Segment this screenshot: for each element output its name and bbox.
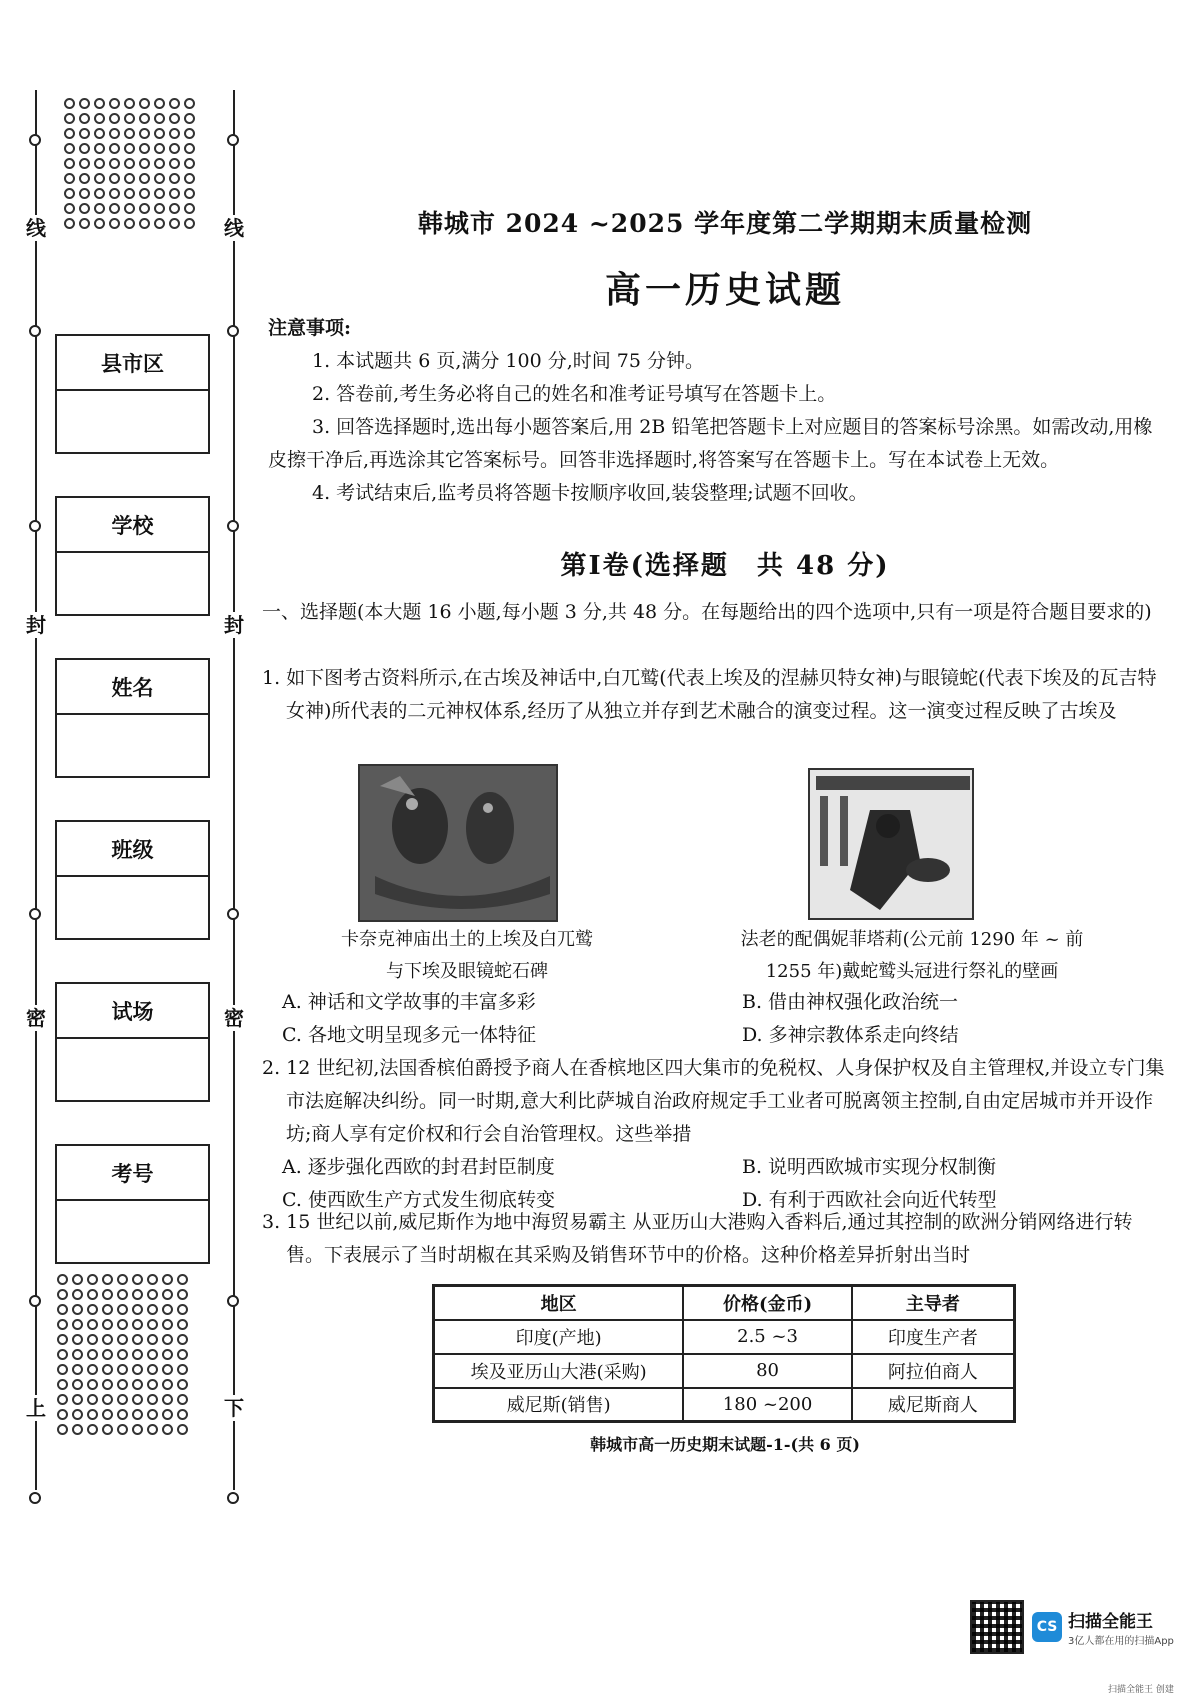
binding-dot [162,1349,173,1360]
field-name[interactable] [55,658,210,778]
binding-dot [57,1424,68,1435]
question-1-options [262,986,1168,1052]
binding-dot [154,188,165,199]
binding-dot [184,113,195,124]
binding-dot [57,1379,68,1390]
binding-dot [72,1409,83,1420]
binding-dot [147,1424,158,1435]
binding-dot [72,1349,83,1360]
section-title: 第Ⅰ卷(选择题 共 48 分) [560,551,890,581]
binding-dot [124,218,135,229]
binding-dot [102,1424,113,1435]
binding-dot [132,1364,143,1375]
binding-dot [102,1274,113,1285]
field-county[interactable] [55,334,210,454]
seal-char-down: 下 [221,1395,247,1421]
binding-dot [117,1289,128,1300]
camscanner-logo-icon: CS [1032,1612,1062,1642]
binding-dot [147,1319,158,1330]
binding-dot [79,113,90,124]
binding-dot [162,1319,173,1330]
scanner-watermark [970,1600,1174,1654]
option-b[interactable]: B. 借由神权强化政治统一 [742,991,959,1013]
binding-dot [87,1289,98,1300]
figure-caption-left: 卡奈克神庙出土的上埃及白兀鹫 与下埃及眼镜蛇石碑 [341,929,593,982]
binding-dot [124,98,135,109]
binding-dot [57,1364,68,1375]
binding-dot [139,113,150,124]
binding-dot [132,1349,143,1360]
binding-dot [162,1379,173,1390]
binding-dot [177,1274,188,1285]
binding-dot [154,218,165,229]
binding-dot [102,1409,113,1420]
binding-dot [87,1394,98,1405]
section-instruction: 一、选择题(本大题 16 小题,每小题 3 分,共 48 分。在每题给出的四个选项中,只有一项是符合题目要求的) [262,601,1152,623]
option-d[interactable]: D. 多神宗教体系走向终结 [742,1024,959,1046]
table-cell: 印度生产者 [852,1320,1015,1354]
binding-dot [57,1394,68,1405]
binding-dot [72,1289,83,1300]
question-stem: 3. 15 世纪以前,威尼斯作为地中海贸易霸主 从亚历山大港购入香料后,通过其控制的欧洲分销网络进行转售。下表展示了当时胡椒在其采购及销售环节中的价格。这种价格差异折射出当时 [262,1211,1133,1266]
binding-dot [132,1289,143,1300]
binding-dot [72,1274,83,1285]
binding-dot [169,158,180,169]
binding-dot [169,113,180,124]
binding-dot [109,203,120,214]
binding-dot [139,128,150,139]
table-cell: 180 ~200 [683,1388,851,1422]
notes-heading: 注意事项: [268,317,352,339]
line-knot [29,1295,41,1307]
binding-dot [94,188,105,199]
binding-dot [132,1424,143,1435]
binding-dot [117,1364,128,1375]
binding-dot [87,1349,98,1360]
binding-dot [184,158,195,169]
binding-dot [177,1334,188,1345]
binding-dot [147,1274,158,1285]
binding-dot [72,1424,83,1435]
binding-dot [154,128,165,139]
binding-dot [139,188,150,199]
binding-dot [57,1409,68,1420]
binding-dot [109,113,120,124]
binding-dot [184,128,195,139]
figure-caption-right: 法老的配偶妮菲塔莉(公元前 1290 年 ~ 前 1255 年)戴蛇鹫头冠进行祭礼的壁画 [740,929,1084,982]
option-c[interactable]: C. 各地文明呈现多元一体特征 [282,1024,536,1046]
binding-dot [117,1394,128,1405]
binding-dot [154,203,165,214]
binding-dot [64,113,75,124]
table-row [434,1354,1015,1388]
binding-dot [162,1394,173,1405]
binding-dot [177,1394,188,1405]
binding-dot [169,218,180,229]
binding-dot [94,173,105,184]
table-header: 地区 [434,1286,684,1320]
binding-dot [132,1304,143,1315]
binding-dot [57,1289,68,1300]
binding-dot [177,1364,188,1375]
line-knot [227,134,239,146]
binding-dot [87,1364,98,1375]
binding-dot [124,158,135,169]
binding-dot [147,1379,158,1390]
binding-dot [117,1409,128,1420]
field-label: 考号 [57,1146,208,1201]
binding-dot [169,173,180,184]
line-knot [29,325,41,337]
binding-dot [117,1424,128,1435]
binding-dot [154,98,165,109]
binding-dot [79,188,90,199]
binding-dot [72,1319,83,1330]
table-header-row [434,1286,1015,1320]
binding-dot [132,1379,143,1390]
binding-dot [124,128,135,139]
field-school[interactable] [55,496,210,616]
note-item: 2. 答卷前,考生务必将自己的姓名和准考证号填写在答题卡上。 [312,383,837,405]
binding-dot [109,188,120,199]
binding-dot [132,1319,143,1330]
binding-dot [72,1394,83,1405]
question-stem: 2. 12 世纪初,法国香槟伯爵授予商人在香槟地区四大集市的免税权、人身保护权及自主管理权,并设立专门集市法庭解决纠纷。同一时期,意大利比萨城自治政府规定手工业者可脱离领主控制,自由定居城市并开设作坊;商人享有定价权和行会自治管理权。这些举措 [262,1057,1165,1145]
binding-dot [124,203,135,214]
qr-code-icon [970,1600,1024,1654]
notes [268,312,1168,510]
binding-dot [132,1409,143,1420]
binding-dot [184,98,195,109]
line-knot [227,908,239,920]
binding-dot [72,1379,83,1390]
table-row [434,1388,1015,1422]
stele-relief-image [358,764,558,922]
seal-char-line: 线 [221,215,247,241]
binding-dot [109,218,120,229]
binding-dot [147,1349,158,1360]
binding-dot [102,1379,113,1390]
binding-dot [184,143,195,154]
seal-char-secret: 密 [221,1005,247,1031]
table-cell: 2.5 ~3 [683,1320,851,1354]
dot-grid-top [62,96,197,231]
binding-dot [79,98,90,109]
binding-dot [102,1319,113,1330]
question-2 [262,1052,1168,1217]
binding-dot [132,1394,143,1405]
binding-dot [177,1289,188,1300]
line-knot [227,325,239,337]
binding-dot [94,143,105,154]
binding-dot [162,1334,173,1345]
line-knot [227,1492,239,1504]
table-header: 主导者 [852,1286,1015,1320]
binding-dot [102,1334,113,1345]
binding-dot [154,113,165,124]
binding-dot [147,1364,158,1375]
binding-dot [177,1409,188,1420]
binding-dot [169,128,180,139]
binding-dot [87,1274,98,1285]
option-a[interactable]: A. 神话和文学故事的丰富多彩 [282,991,536,1013]
binding-dot [87,1334,98,1345]
binding-dot [117,1274,128,1285]
binding-dot [162,1364,173,1375]
binding-dot [132,1274,143,1285]
table-cell: 印度(产地) [434,1320,684,1354]
table-cell: 埃及亚历山大港(采购) [434,1354,684,1388]
binding-dot [117,1349,128,1360]
question-stem: 1. 如下图考古资料所示,在古埃及神话中,白兀鹫(代表上埃及的涅赫贝特女神)与眼镜蛇(代表下埃及的瓦吉特女神)所代表的二元神权体系,经历了从独立并存到艺术融合的演变过程。这一演变过程反映了古埃及 [262,667,1157,722]
binding-dot [139,98,150,109]
binding-dot [102,1349,113,1360]
seal-char-seal: 封 [23,612,49,638]
binding-dot [177,1319,188,1330]
binding-dot [64,218,75,229]
scanner-name: 扫描全能王 [1068,1612,1153,1632]
binding-dot [94,113,105,124]
line-knot [29,908,41,920]
binding-strip [0,0,250,1520]
binding-dot [124,173,135,184]
binding-dot [162,1424,173,1435]
binding-dot [102,1394,113,1405]
binding-dot [94,218,105,229]
dot-grid-bottom [55,1272,190,1437]
question-1 [262,662,1168,728]
field-label: 姓名 [57,660,208,715]
binding-dot [177,1379,188,1390]
binding-dot [109,98,120,109]
note-item: 1. 本试题共 6 页,满分 100 分,时间 75 分钟。 [312,350,705,372]
mural-image [808,768,974,920]
seal-char-up: 上 [23,1395,49,1421]
binding-dot [64,128,75,139]
binding-dot [117,1319,128,1330]
binding-dot [79,128,90,139]
binding-dot [109,173,120,184]
binding-dot [57,1319,68,1330]
binding-dot [87,1424,98,1435]
scanner-tagline: 3亿人都在用的扫描App [1068,1636,1174,1647]
binding-dot [154,173,165,184]
binding-dot [162,1409,173,1420]
binding-dot [169,188,180,199]
binding-dot [57,1349,68,1360]
binding-dot [102,1364,113,1375]
binding-dot [169,203,180,214]
binding-dot [184,188,195,199]
exam-title: 韩城市 2024 ~2025 学年度第二学期期末质量检测 [417,209,1033,238]
binding-dot [79,173,90,184]
table-row [434,1320,1015,1354]
table-cell: 80 [683,1354,851,1388]
binding-dot [57,1274,68,1285]
binding-dot [132,1334,143,1345]
binding-dot [139,218,150,229]
binding-dot [94,128,105,139]
binding-dot [79,158,90,169]
binding-dot [162,1304,173,1315]
table-cell: 威尼斯(销售) [434,1388,684,1422]
binding-dot [139,158,150,169]
binding-dot [94,98,105,109]
binding-dot [177,1424,188,1435]
field-class[interactable] [55,820,210,940]
binding-dot [117,1304,128,1315]
binding-dot [117,1379,128,1390]
field-exam-number[interactable] [55,1144,210,1264]
seal-char-line: 线 [23,215,49,241]
binding-dot [169,143,180,154]
binding-dot [57,1304,68,1315]
binding-dot [94,158,105,169]
binding-dot [184,218,195,229]
binding-dot [139,173,150,184]
cut-line-left [35,90,37,1490]
binding-dot [177,1304,188,1315]
binding-dot [87,1409,98,1420]
binding-dot [117,1334,128,1345]
binding-dot [72,1304,83,1315]
binding-dot [64,158,75,169]
binding-dot [79,203,90,214]
binding-dot [72,1364,83,1375]
note-item: 4. 考试结束后,监考员将答题卡按顺序收回,装袋整理;试题不回收。 [312,482,868,504]
binding-dot [147,1394,158,1405]
binding-dot [154,158,165,169]
binding-dot [57,1334,68,1345]
binding-dot [169,98,180,109]
table-cell: 阿拉伯商人 [852,1354,1015,1388]
note-item: 3. 回答选择题时,选出每小题答案后,用 2B 铅笔把答题卡上对应题目的答案标号涂黑。如需改动,用橡皮擦干净后,再选涂其它答案标号。回答非选择题时,将答案写在答题卡上。写在本试卷上无效。 [268,416,1153,471]
binding-dot [162,1274,173,1285]
binding-dot [72,1334,83,1345]
binding-dot [147,1409,158,1420]
seal-char-seal: 封 [221,612,247,638]
binding-dot [109,158,120,169]
binding-dot [147,1304,158,1315]
binding-dot [184,203,195,214]
binding-dot [147,1334,158,1345]
binding-dot [64,173,75,184]
table-header: 价格(金币) [683,1286,851,1320]
binding-dot [177,1349,188,1360]
scanner-stamp: 扫描全能王 创建 [1108,1685,1174,1695]
line-knot [227,1295,239,1307]
binding-dot [87,1319,98,1330]
line-knot [227,520,239,532]
binding-dot [79,218,90,229]
binding-dot [139,143,150,154]
option-b[interactable]: B. 说明西欧城市实现分权制衡 [742,1156,997,1178]
binding-dot [147,1289,158,1300]
binding-dot [109,128,120,139]
subject-title: 高一历史试题 [604,269,845,311]
binding-dot [124,188,135,199]
field-label: 试场 [57,984,208,1039]
binding-dot [162,1289,173,1300]
binding-dot [184,173,195,184]
binding-dot [94,203,105,214]
line-knot [29,134,41,146]
question-3 [262,1206,1168,1272]
binding-dot [102,1289,113,1300]
binding-dot [64,98,75,109]
option-c[interactable]: C. 使西欧生产方式发生彻底转变 [282,1189,555,1211]
binding-dot [79,143,90,154]
binding-dot [64,203,75,214]
binding-dot [64,143,75,154]
binding-dot [124,143,135,154]
option-d[interactable]: D. 有利于西欧社会向近代转型 [742,1189,997,1211]
binding-dot [87,1304,98,1315]
seal-char-secret: 密 [23,1005,49,1031]
binding-dot [139,203,150,214]
binding-dot [64,188,75,199]
line-knot [29,520,41,532]
option-a[interactable]: A. 逐步强化西欧的封君封臣制度 [282,1156,555,1178]
table-cell: 威尼斯商人 [852,1388,1015,1422]
pepper-price-table [432,1284,1016,1423]
cut-line-right [233,90,235,1490]
binding-dot [102,1304,113,1315]
field-label: 县市区 [57,336,208,391]
binding-dot [124,113,135,124]
page-footer: 韩城市高一历史期末试题-1-(共 6 页) [590,1435,860,1454]
binding-dot [87,1379,98,1390]
binding-dot [154,143,165,154]
line-knot [29,1492,41,1504]
field-room[interactable] [55,982,210,1102]
binding-dot [109,143,120,154]
field-label: 学校 [57,498,208,553]
field-label: 班级 [57,822,208,877]
